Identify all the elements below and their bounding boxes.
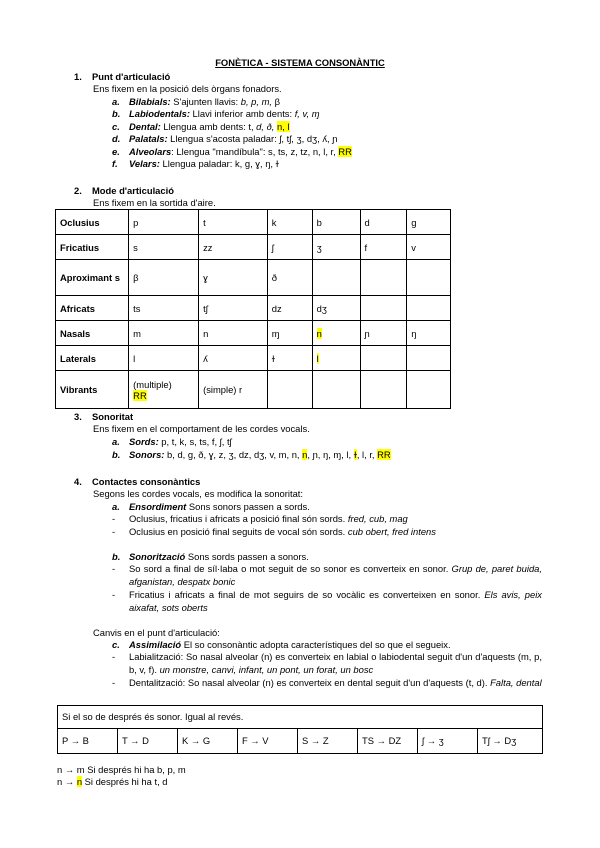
mode-cell: ɱ bbox=[267, 321, 312, 346]
mode-cell: tʃ bbox=[199, 296, 268, 321]
mode-label: Fricatius bbox=[56, 235, 129, 260]
mode-cell: s bbox=[129, 235, 199, 260]
mode-cell bbox=[407, 371, 451, 409]
section-number: 2. bbox=[74, 185, 82, 196]
articulation-item: a. Bilabials: S'ajunten llavis: b, p, m, β bbox=[112, 96, 281, 107]
assimilacio-rule-1: - Labialització: So nasal alveolar (n) es converteix en labial o labiodental seguit d'un d'aquests (m, p, b, v, f). un monstre, canvi, infant, un pont, un forat, un bosc bbox=[112, 651, 542, 675]
mode-cell: g bbox=[407, 210, 451, 235]
section-title: Contactes consonàntics bbox=[92, 476, 201, 487]
mode-cell: ð bbox=[267, 260, 312, 296]
mode-cell: ʎ bbox=[199, 346, 268, 371]
sonoritzacio-rule-2: - Fricatius i africats a final de mot seguirs de so vocàlic es converteixen en sonor. Els avis, peix aixafat, sots oberts bbox=[112, 589, 542, 613]
section-number: 4. bbox=[74, 476, 82, 487]
mode-cell bbox=[407, 346, 451, 371]
section-3-intro: Ens fixem en el comportament de les cordes vocals. bbox=[93, 423, 310, 434]
summary-cell: P → B bbox=[58, 729, 118, 753]
summary-cell: T → D bbox=[118, 729, 178, 753]
mode-cell: n bbox=[199, 321, 268, 346]
mode-row bbox=[56, 346, 451, 371]
sonority-item-b: b. Sonors: b, d, g, ð, ɣ, z, ʒ, dz, dʒ, v, m, n, n, ɲ, ŋ, ɱ, l, ɫ, l, r, RR bbox=[112, 449, 391, 460]
summary-cell: Tʃ → Dʒ bbox=[482, 735, 517, 746]
footnote-2: n → n Si després hi ha t, d bbox=[57, 776, 168, 787]
mode-row bbox=[56, 260, 451, 296]
section-1-heading bbox=[74, 71, 170, 82]
mode-label: Oclusius bbox=[56, 210, 129, 235]
mode-cell: k bbox=[267, 210, 312, 235]
mode-row bbox=[56, 296, 451, 321]
mode-cell: ɫ bbox=[267, 346, 312, 371]
articulation-item: d. Palatals: Llengua s'acosta paladar: ʃ, tʃ, ʒ, dʒ, ʎ, ɲ bbox=[112, 133, 338, 144]
mode-cell: m bbox=[129, 321, 199, 346]
mode-cell: ʒ bbox=[312, 235, 360, 260]
mode-cell: ŋ bbox=[407, 321, 451, 346]
mode-cell bbox=[360, 260, 407, 296]
mode-cell bbox=[312, 371, 360, 409]
mode-label: Africats bbox=[56, 296, 129, 321]
sonority-summary-box bbox=[57, 705, 543, 754]
mode-cell: (simple) r bbox=[199, 371, 268, 409]
mode-cell bbox=[312, 260, 360, 296]
mode-cell bbox=[360, 346, 407, 371]
articulation-item: b. Labiodentals: Llavi inferior amb dents: f, v, ɱ bbox=[112, 108, 320, 119]
summary-cell: TS → DZ bbox=[358, 729, 418, 753]
summary-cell: K → G bbox=[178, 729, 238, 753]
sonority-item-a: a. Sords: p, t, k, s, ts, f, ʃ, tʃ bbox=[112, 436, 232, 447]
mode-label: Aproximant s bbox=[56, 260, 129, 296]
mode-label: Nasals bbox=[56, 321, 129, 346]
section-number: 1. bbox=[74, 71, 82, 82]
ensordiment-rule-1: - Oclusius, fricatius i africats a posició final són sords. fred, cub, mag bbox=[112, 513, 408, 524]
mode-cell: t bbox=[199, 210, 268, 235]
footnote-1: n → m Si després hi ha b, p, m bbox=[57, 764, 186, 775]
mode-cell bbox=[360, 296, 407, 321]
mode-row bbox=[56, 371, 451, 409]
canvis-heading: Canvis en el punt d'articulació: bbox=[93, 627, 220, 638]
summary-cell: F → V bbox=[238, 729, 298, 753]
sonoritzacio-item: b. Sonorització Sons sords passen a sonors. bbox=[112, 551, 309, 562]
mode-label: Laterals bbox=[56, 346, 129, 371]
ensordiment-item: a. Ensordiment Sons sonors passen a sords. bbox=[112, 501, 310, 512]
section-2-heading bbox=[74, 185, 174, 196]
mode-cell bbox=[360, 371, 407, 409]
mode-cell: p bbox=[129, 210, 199, 235]
mode-cell: f bbox=[360, 235, 407, 260]
mode-cell: zz bbox=[199, 235, 268, 260]
summary-cell: S → Z bbox=[298, 729, 358, 753]
assimilacio-rule-2: - Dentalització: So nasal alveolar (n) es converteix en dental seguit d'un d'aquests (t, d). Falta, dental bbox=[112, 677, 542, 688]
mode-row bbox=[56, 321, 451, 346]
section-title: Punt d'articulació bbox=[92, 71, 171, 82]
mode-cell: dz bbox=[267, 296, 312, 321]
mode-row bbox=[56, 210, 451, 235]
mode-table bbox=[55, 209, 451, 409]
sonoritzacio-rule-1: - So sord a final de síl·laba o mot seguit de so sonor es converteix en sonor. Grup de, paret buida, afganistan, despatx bonic bbox=[112, 563, 542, 587]
summary-cell: ʃ → ʒ bbox=[418, 729, 478, 753]
summary-cells bbox=[58, 729, 542, 753]
mode-cell: l bbox=[129, 346, 199, 371]
mode-cell bbox=[407, 296, 451, 321]
articulation-item: e. Alveolars: Llengua "mandíbula": s, ts, z, tz, n, l, r, RR bbox=[112, 146, 352, 157]
section-title: Mode d'articulació bbox=[92, 185, 174, 196]
mode-cell: β bbox=[129, 260, 199, 296]
ensordiment-rule-2: - Oclusius en posició final seguits de vocal són sords. cub obert, fred intens bbox=[112, 526, 436, 537]
section-2-intro: Ens fixem en la sortida d'aire. bbox=[93, 197, 216, 208]
mode-cell: v bbox=[407, 235, 451, 260]
mode-cell: b bbox=[312, 210, 360, 235]
mode-cell: n bbox=[312, 321, 360, 346]
mode-row bbox=[56, 235, 451, 260]
section-4-heading bbox=[74, 476, 200, 487]
mode-cell: ʃ bbox=[267, 235, 312, 260]
mode-cell: dʒ bbox=[312, 296, 360, 321]
section-4-intro: Segons les cordes vocals, es modifica la sonoritat: bbox=[93, 488, 303, 499]
mode-cell bbox=[407, 260, 451, 296]
mode-label: Vibrants bbox=[56, 371, 129, 409]
assimilacio-item: c. Assimilació El so consonàntic adopta característiques del so que el segueix. bbox=[112, 639, 451, 650]
mode-cell: (multiple) RR bbox=[129, 371, 199, 409]
articulation-item: c. Dental: Llengua amb dents: t, d, ð, n, l bbox=[112, 121, 290, 132]
mode-cell: d bbox=[360, 210, 407, 235]
mode-cell: ɣ bbox=[199, 260, 268, 296]
section-title: Sonoritat bbox=[92, 411, 134, 422]
summary-note: Si el so de després és sonor. Igual al revés. bbox=[58, 706, 542, 729]
mode-cell bbox=[267, 371, 312, 409]
mode-cell: l bbox=[312, 346, 360, 371]
section-1-intro: Ens fixem en la posició dels òrgans fonadors. bbox=[93, 83, 282, 94]
mode-cell: ts bbox=[129, 296, 199, 321]
section-number: 3. bbox=[74, 411, 82, 422]
articulation-item: f. Velars: Llengua paladar: k, g, ɣ, ŋ, ɫ bbox=[112, 158, 279, 169]
section-3-heading bbox=[74, 411, 133, 422]
page-title: FONÈTICA - SISTEMA CONSONÀNTIC bbox=[215, 57, 385, 68]
mode-cell: ɲ bbox=[360, 321, 407, 346]
